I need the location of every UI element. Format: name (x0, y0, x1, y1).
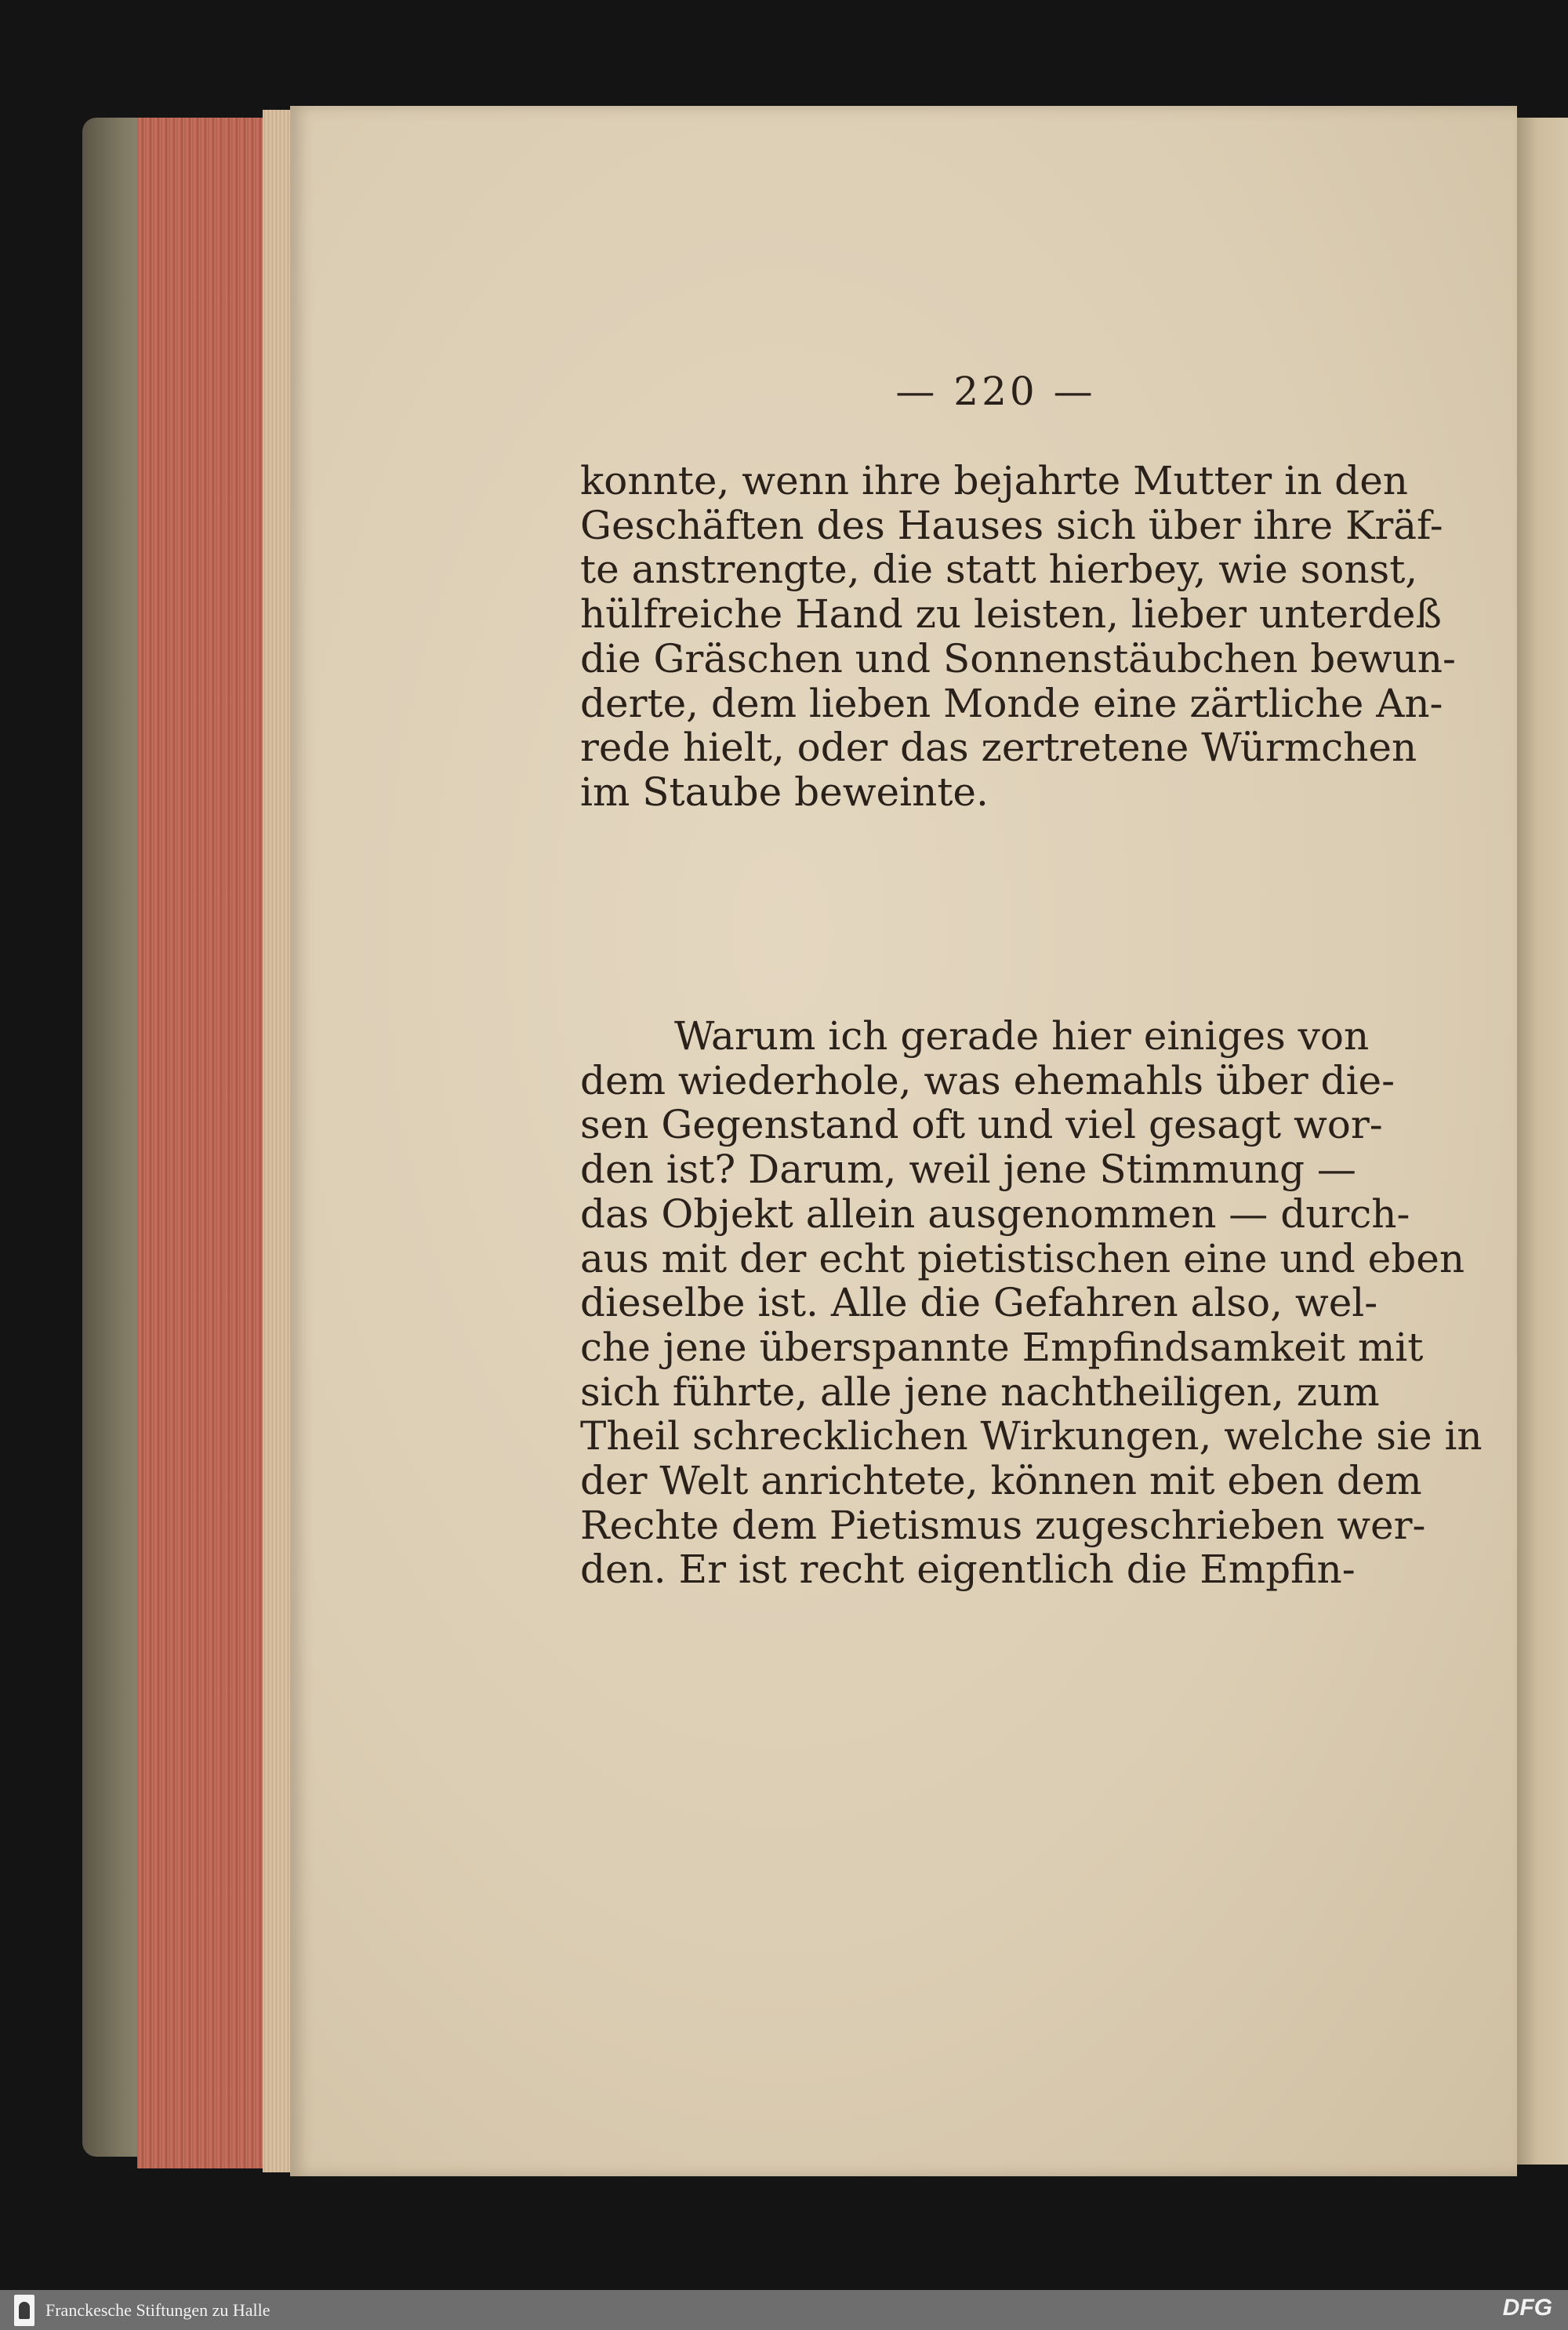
institution-name: Franckesche Stiftungen zu Halle (45, 2299, 270, 2320)
text-line: rede hielt, oder das zertretene Würmchen (580, 725, 1417, 771)
text-line: sich führte, alle jene nachtheiligen, zum (580, 1369, 1380, 1415)
next-page-edge (1517, 118, 1568, 2165)
text-line: Geschäften des Hauses sich über ihre Kräf- (580, 502, 1443, 548)
text-line: sen Gegenstand oft und viel gesagt wor- (580, 1102, 1383, 1148)
text-line: derte, dem lieben Monde eine zärtliche An- (580, 680, 1443, 726)
text-line: hülfreiche Hand zu leisten, lieber unterdeß (580, 591, 1442, 638)
tower-icon (14, 2295, 34, 2326)
dfg-logo: DFG (1502, 2295, 1552, 2321)
text-line: die Gräschen und Sonnenstäubchen bewun- (580, 635, 1456, 682)
text-line: den. Er ist recht eigentlich die Empfin- (580, 1547, 1356, 1593)
page-number-header: — 220 — (895, 369, 1096, 414)
text-line: das Objekt allein ausgenommen — durch- (580, 1190, 1410, 1237)
text-line: dieselbe ist. Alle die Gefahren also, wel- (580, 1280, 1378, 1326)
text-line: aus mit der echt pietistischen eine und eben (580, 1235, 1465, 1281)
text-line: te anstrengte, die statt hierbey, wie sonst, (580, 547, 1418, 593)
text-line: Theil schrecklichen Wirkungen, welche sie in (580, 1413, 1483, 1459)
paragraph-1 (580, 458, 1456, 815)
text-line: dem wiederhole, was ehemahls über die- (580, 1057, 1396, 1103)
paragraph-2 (580, 1013, 1483, 1593)
text-line: konnte, wenn ihre bejahrte Mutter in den (580, 458, 1408, 503)
footer-bar (0, 2290, 1568, 2330)
text-line: Rechte dem Pietismus zugeschrieben wer- (580, 1502, 1426, 1548)
text-line: den ist? Darum, weil jene Stimmung — (580, 1147, 1356, 1193)
text-line: Warum ich gerade hier einiges von (674, 1013, 1370, 1059)
text-line: im Staube beweinte. (580, 769, 989, 815)
text-line: der Welt anrichtete, können mit eben dem (580, 1458, 1422, 1504)
text-line: che jene überspannte Empfindsamkeit mit (580, 1324, 1424, 1370)
